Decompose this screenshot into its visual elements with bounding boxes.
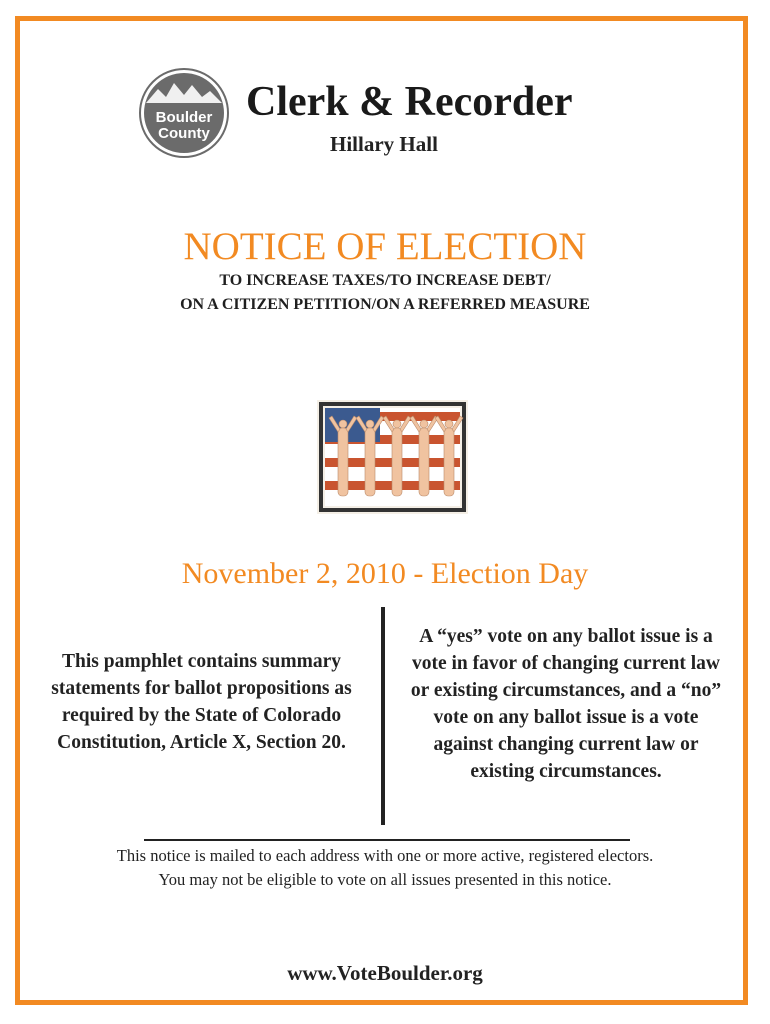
footer-rule (144, 839, 630, 841)
notice-subheading-line2: ON A CITIZEN PETITION/ON A REFERRED MEASURE (180, 296, 590, 313)
election-date: November 2, 2010 - Election Day (181, 557, 589, 590)
notice-subheading-line1: TO INCREASE TAXES/TO INCREASE DEBT/ (219, 272, 551, 289)
notice-heading: NOTICE OF ELECTION (183, 225, 587, 268)
mailing-note: This notice is mailed to each address with one or more active, registered electors. (116, 846, 654, 865)
office-title: Clerk & Recorder (246, 79, 573, 125)
boulder-county-logo (138, 67, 230, 159)
column-divider (381, 607, 385, 825)
logo-text-boulder: Boulder (155, 109, 213, 126)
clerk-name: Hillary Hall (330, 132, 438, 156)
flag-people-illustration (315, 398, 470, 516)
pamphlet-description: This pamphlet contains summary statements for ballot propositions as required by the State of Colorado Constitution, Article X, Section 20. (51, 651, 352, 753)
logo-text-county: County (158, 125, 210, 142)
website-link[interactable]: www.VoteBoulder.org (287, 961, 483, 985)
vote-explanation: A “yes” vote on any ballot issue is a vote in favor of changing current law or existing circumstances, and a “no” vote on any ballot issue is a vote against changing current law or existing circumstances. (410, 626, 722, 782)
eligibility-note: You may not be eligible to vote on all issues presented in this notice. (158, 870, 612, 889)
